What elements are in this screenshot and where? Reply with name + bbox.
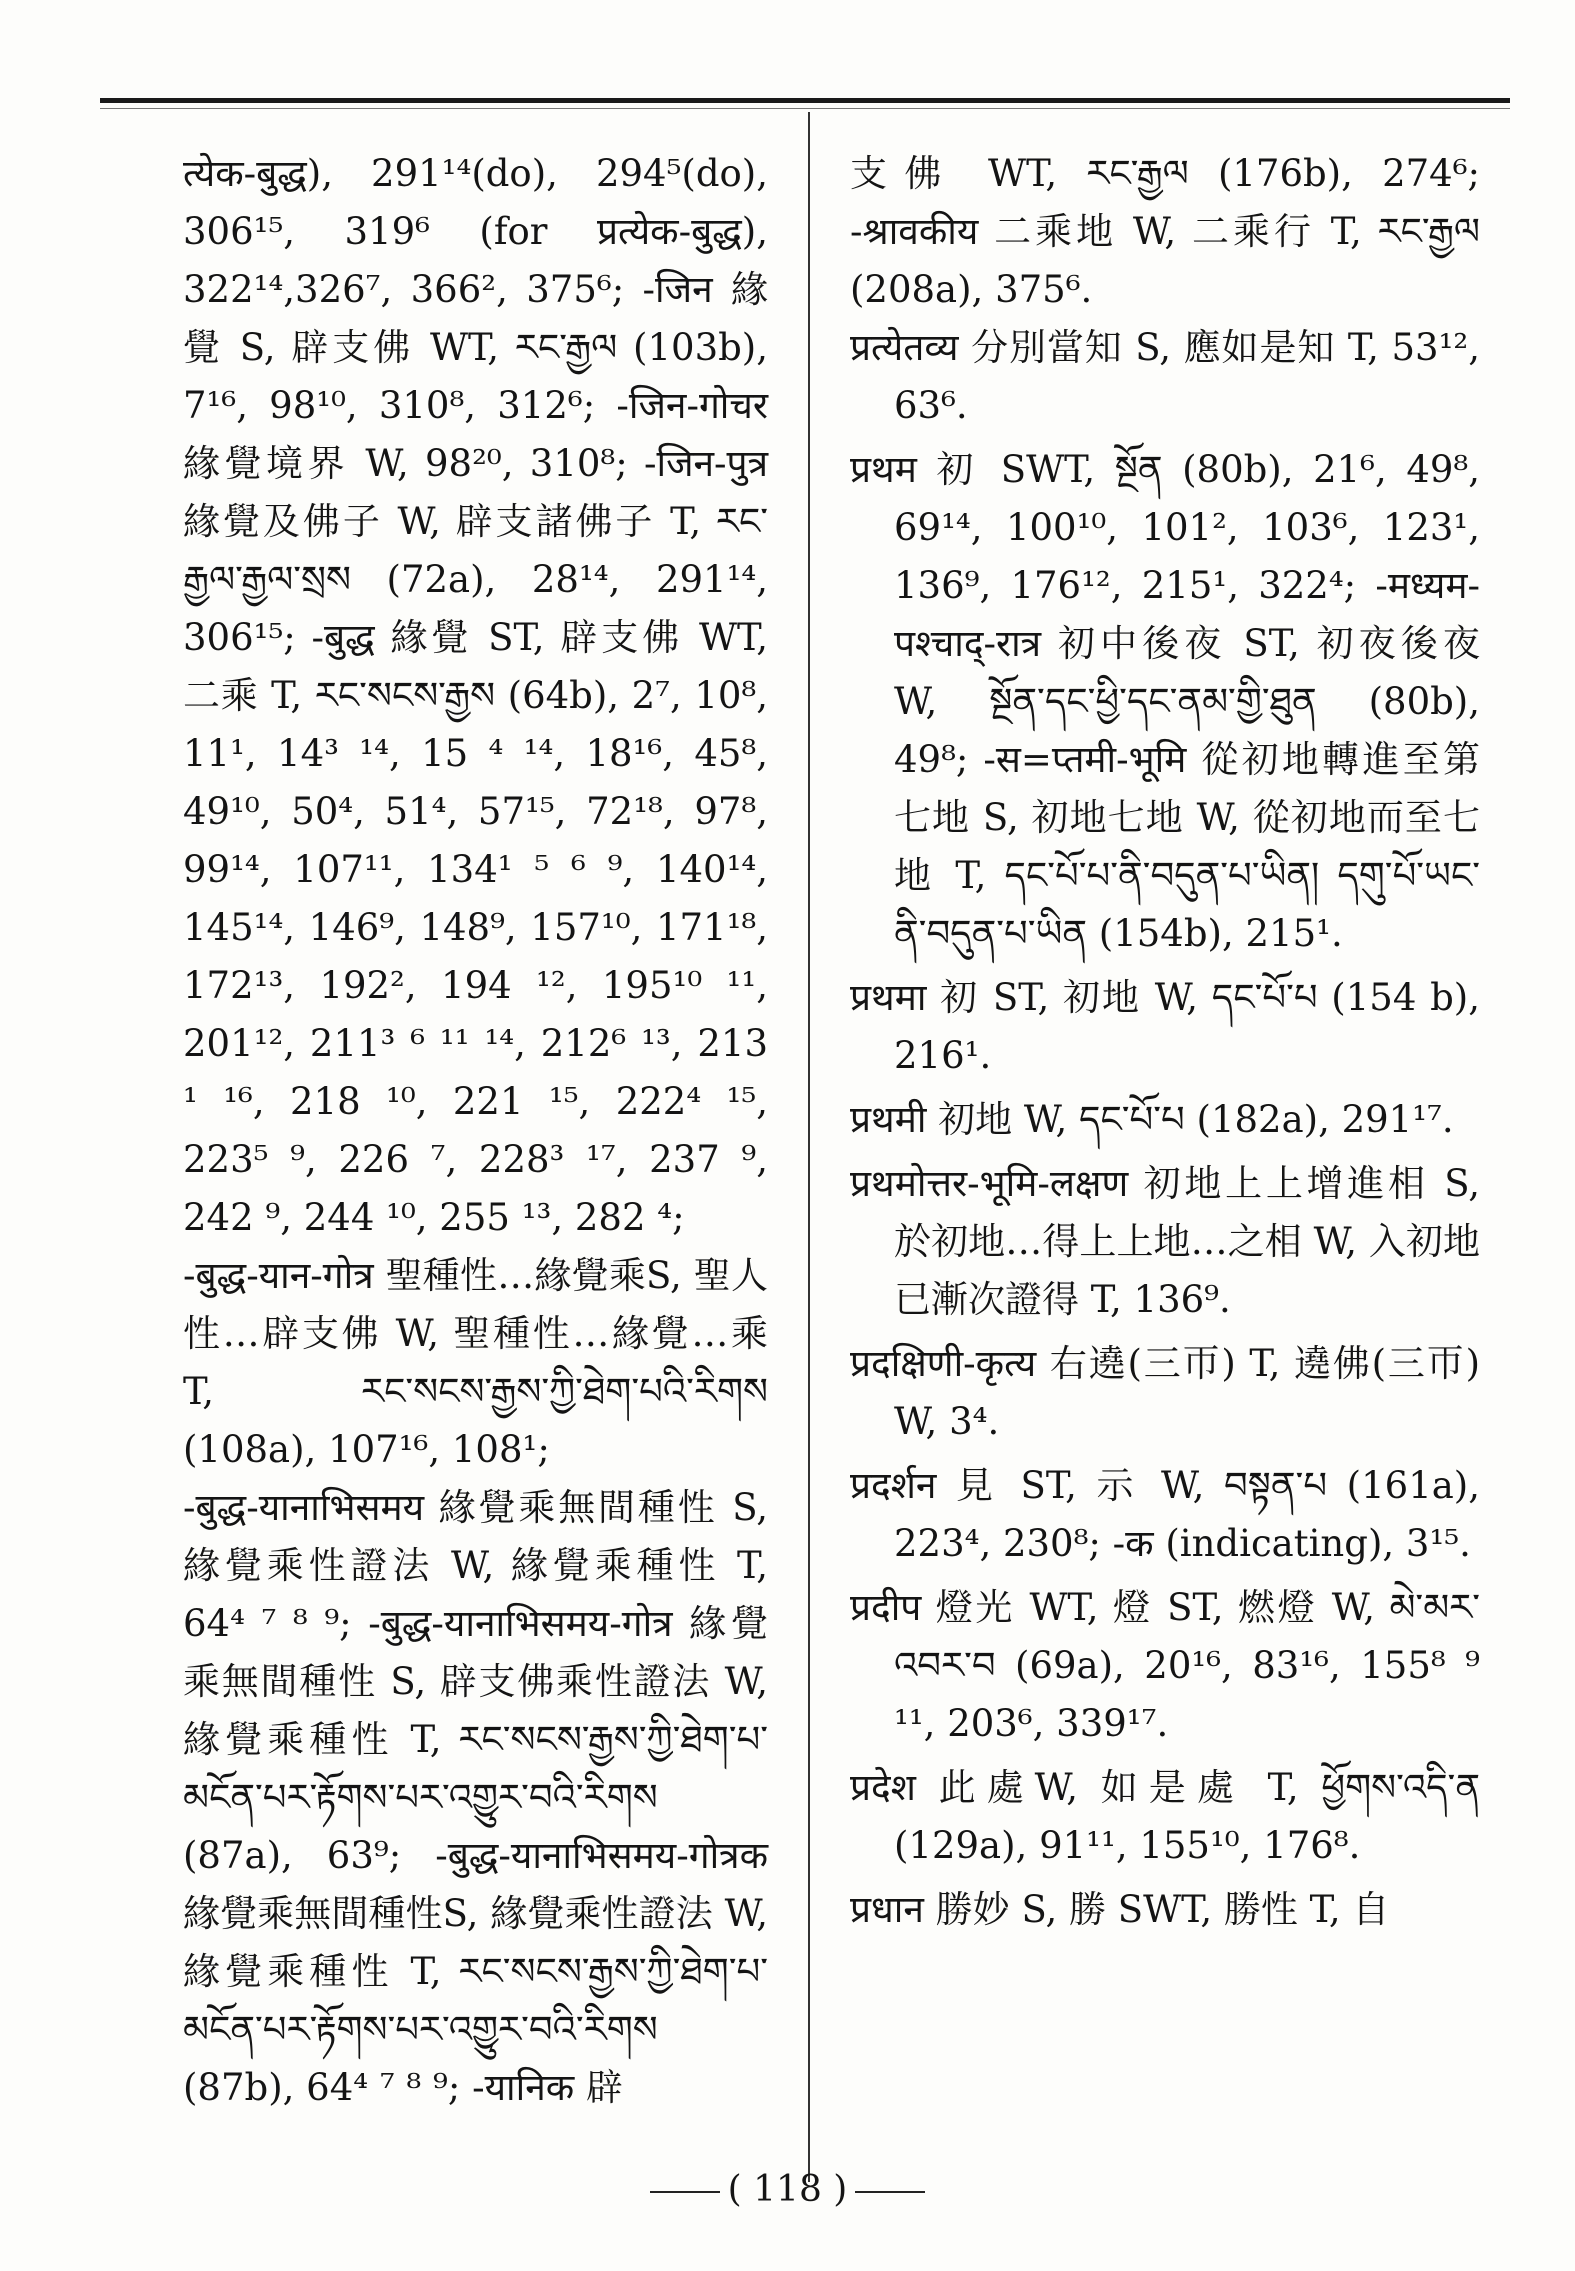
entry-prathama: प्रथम 初 SWT, སྔོན (80b), 21⁶, 49⁸, 69¹⁴, 100¹⁰, 101², 103⁶, 123¹, 136⁹, 176¹², 215¹, 322⁴; -मध्यम-पश्चाद्-रात्र 初中後夜 ST, 初夜後夜 W, སྔོན་དང་ཕྱི་དང་ནམ་གྱི་ཐུན (80b), 49⁸; -स=प्तमी-भूमि 從初地轉進至第七地 S, 初地七地 W, 從初地而至七地 T, དང་པོ་པ་ནི་བདུན་པ་ཡིན། དགུ་པོ་ཡང་ནི་བདུན་པ་ཡིན (154b), 215¹. (850, 448, 1480, 955)
header-rule (100, 98, 1510, 103)
left-column (183, 145, 768, 2117)
page-number: 118 (753, 2169, 822, 2210)
entry-prathamii: प्रथमी 初地 W, དང་པོ་པ (182a), 291¹⁷. (850, 1098, 1454, 1141)
right-entry-continuation: 支佛 WT, རང་རྒྱལ (176b), 274⁶; -श्रावकीय 二乘地 W, 二乘行 T, རང་རྒྱལ (208a), 375⁶. (850, 152, 1480, 311)
left-paragraph-2: -बुद्ध-यान-गोत्र 聖種性…緣覺乘S, 聖人性…辟支佛 W, 聖種性…緣覺…乘 T, རང་སངས་རྒྱས་ཀྱི་ཐེག་པའི་རིགས (108a), 107¹⁶, 108¹; (183, 1254, 768, 1471)
page-footer: ( 118 ) (0, 2168, 1575, 2212)
header-rule-thin (100, 108, 1510, 109)
entry-prathamottara-bhumi-laksana: प्रथमोत्तर-भूमि-लक्षण 初地上上增進相 S, 於初地…得上上地…之相 W, 入初地已漸次證得 T, 136⁹. (850, 1162, 1480, 1321)
entry-pradhana: प्रधान 勝妙 S, 勝 SWT, 勝性 T, 自 (850, 1888, 1390, 1931)
left-paragraph-3: -बुद्ध-यानाभिसमय 緣覺乘無間種性 S, 緣覺乘性證法 W, 緣覺乘種性 T, 64⁴ ⁷ ⁸ ⁹; -बुद्ध-यानाभिसमय-गोत्र 緣覺乘無間種性 S, 辟支佛乘性證法 W, 緣覺乘種性 T, རང་སངས་རྒྱས་ཀྱི་ཐེག་པ་མངོན་པར་རྟོགས་པར་འགྱུར་བའི་རིགས (87a), 63⁹; -बुद्ध-यानाभिसमय-गोत्रक 緣覺乘無間種性S, 緣覺乘性證法 W, 緣覺乘種性 T, རང་སངས་རྒྱས་ཀྱི་ཐེག་པ་མངོན་པར་རྟོགས་པར་འགྱུར་བའི་རིགས (87b), 64⁴ ⁷ ⁸ ⁹; -यानिक 辟 (183, 1486, 768, 2109)
entry-pradipa: प्रदीप 燈光 WT, 燈 ST, 燃燈 W, མེ་མར་འབར་བ (69a), 20¹⁶, 83¹⁶, 155⁸ ⁹ ¹¹, 203⁶, 339¹⁷. (850, 1586, 1480, 1745)
entry-pradarsana: प्रदर्शन 見 ST, 示 W, བསྟན་པ (161a), 223⁴, 230⁸; -क (indicating), 3¹⁵. (850, 1464, 1480, 1565)
entry-pradaksini-krtya: प्रदक्षिणी-कृत्य 右遶(三帀) T, 遶佛(三帀) W, 3⁴. (850, 1342, 1480, 1443)
entry-pradesa: प्रदेश 此處W, 如是處 T, ཕྱོགས་འདི་ན (129a), 91¹¹, 155¹⁰, 176⁸. (850, 1766, 1480, 1867)
footer-dash-left (650, 2191, 720, 2193)
entry-prathamaa: प्रथमा 初 ST, 初地 W, དང་པོ་པ (154 b), 216¹. (850, 976, 1480, 1077)
entry-pratyetavya: प्रत्येतव्य 分別當知 S, 應如是知 T, 53¹², 63⁶. (850, 326, 1480, 427)
footer-dash-right (855, 2191, 925, 2193)
right-column (850, 145, 1480, 1945)
column-divider (808, 112, 810, 2182)
left-paragraph-1: त्येक-बुद्ध), 291¹⁴(do), 294⁵(do), 306¹⁵, 319⁶ (for प्रत्येक-बुद्ध), 322¹⁴,326⁷, 366², 375⁶; -जिन 緣覺 S, 辟支佛 WT, རང་རྒྱལ (103b), 7¹⁶, 98¹⁰, 310⁸, 312⁶; -जिन-गोचर 緣覺境界 W, 98²⁰, 310⁸; -जिन-पुत्र 緣覺及佛子 W, 辟支諸佛子 T, རང་རྒྱལ་རྒྱལ་སྲས (72a), 28¹⁴, 291¹⁴, 306¹⁵; -बुद्ध 緣覺 ST, 辟支佛 WT, 二乘 T, རང་སངས་རྒྱས (64b), 2⁷, 10⁸, 11¹, 14³ ¹⁴, 15 ⁴ ¹⁴, 18¹⁶, 45⁸, 49¹⁰, 50⁴, 51⁴, 57¹⁵, 72¹⁸, 97⁸, 99¹⁴, 107¹¹, 134¹ ⁵ ⁶ ⁹, 140¹⁴, 145¹⁴, 146⁹, 148⁹, 157¹⁰, 171¹⁸, 172¹³, 192², 194 ¹², 195¹⁰ ¹¹, 201¹², 211³ ⁶ ¹¹ ¹⁴, 212⁶ ¹³, 213 ¹ ¹⁶, 218 ¹⁰, 221 ¹⁵, 222⁴ ¹⁵, 223⁵ ⁹, 226 ⁷, 228³ ¹⁷, 237 ⁹, 242 ⁹, 244 ¹⁰, 255 ¹³, 282 ⁴; (183, 152, 768, 1239)
